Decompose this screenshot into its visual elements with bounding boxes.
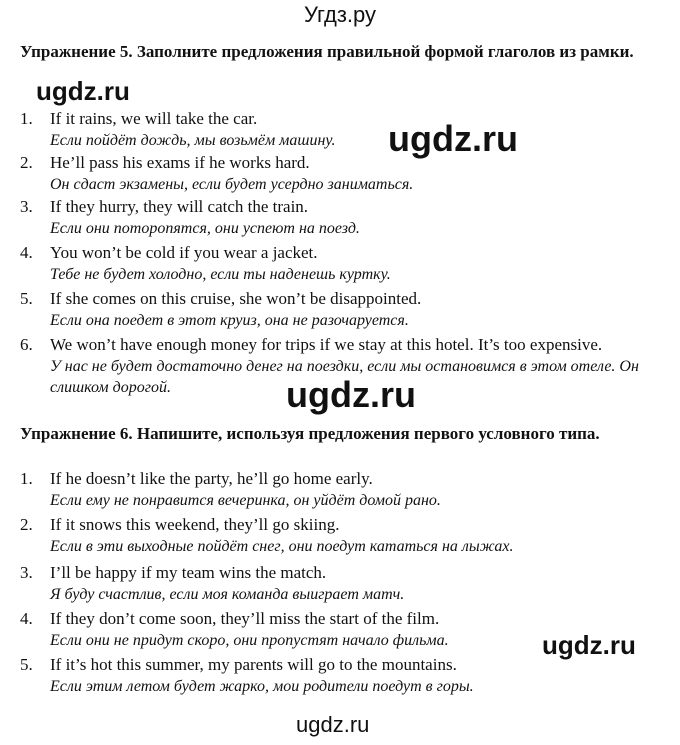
english-sentence: If it rains, we will take the car. bbox=[50, 109, 258, 128]
english-sentence: If they hurry, they will catch the train. bbox=[50, 197, 309, 216]
english-sentence: You won’t be cold if you wear a jacket. bbox=[50, 243, 318, 262]
english-sentence: If she comes on this cruise, she won’t be disappointed. bbox=[50, 289, 422, 308]
english-sentence: He’ll pass his exams if he works hard. bbox=[50, 153, 310, 172]
watermark: ugdz.ru bbox=[542, 630, 636, 660]
english-sentence: We won’t have enough money for trips if we stay at this hotel. It’s too expensive. bbox=[50, 335, 603, 354]
item-number: 1. bbox=[20, 109, 33, 128]
item-number: 6. bbox=[20, 335, 33, 354]
item-number: 2. bbox=[20, 515, 33, 534]
russian-translation: Если ему не понравится вечеринка, он уйдёт домой рано. bbox=[50, 492, 441, 509]
russian-translation: Если в эти выходные пойдёт снег, они поедут кататься на лыжах. bbox=[50, 538, 514, 555]
russian-translation: Если они поторопятся, они успеют на поезд. bbox=[50, 220, 360, 237]
english-sentence: I’ll be happy if my team wins the match. bbox=[50, 563, 327, 582]
item-number: 4. bbox=[20, 243, 33, 262]
item-number: 1. bbox=[20, 469, 33, 488]
item-number: 3. bbox=[20, 197, 33, 216]
site-title: Угдз.ру bbox=[303, 2, 377, 27]
watermark: ugdz.ru bbox=[296, 712, 370, 737]
russian-translation: У нас не будет достаточно денег на поездки, если мы остановимся в этом отеле. Он слишком дорогой. bbox=[50, 358, 639, 396]
russian-translation: Если этим летом будет жарко, мои родители поедут в горы. bbox=[50, 678, 474, 695]
watermark: ugdz.ru bbox=[36, 76, 130, 106]
russian-translation: Я буду счастлив, если моя команда выиграет матч. bbox=[50, 586, 405, 603]
english-sentence: If it’s hot this summer, my parents will go to the mountains. bbox=[50, 655, 457, 674]
russian-translation: Если она поедет в этот круиз, она не разочаруется. bbox=[50, 312, 409, 329]
english-sentence: If they don’t come soon, they’ll miss the start of the film. bbox=[50, 609, 440, 628]
watermark: ugdz.ru bbox=[286, 374, 416, 415]
russian-translation: Он сдаст экзамены, если будет усердно заниматься. bbox=[50, 176, 414, 193]
russian-translation: Если они не придут скоро, они пропустят начало фильма. bbox=[50, 632, 449, 649]
item-number: 4. bbox=[20, 609, 33, 628]
english-sentence: If he doesn’t like the party, he’ll go home early. bbox=[50, 469, 373, 488]
item-number: 2. bbox=[20, 153, 33, 172]
russian-translation: Тебе не будет холодно, если ты наденешь куртку. bbox=[50, 266, 391, 283]
item-number: 5. bbox=[20, 655, 33, 674]
watermark: ugdz.ru bbox=[388, 118, 518, 159]
exercise-6-heading: Упражнение 6. Напишите, используя предложения первого условного типа. bbox=[20, 424, 600, 443]
item-number: 3. bbox=[20, 563, 33, 582]
exercise-5-heading: Упражнение 5. Заполните предложения правильной формой глаголов из рамки. bbox=[20, 42, 634, 61]
english-sentence: If it snows this weekend, they’ll go skiing. bbox=[50, 515, 340, 534]
russian-translation: Если пойдёт дождь, мы возьмём машину. bbox=[50, 132, 336, 149]
item-number: 5. bbox=[20, 289, 33, 308]
